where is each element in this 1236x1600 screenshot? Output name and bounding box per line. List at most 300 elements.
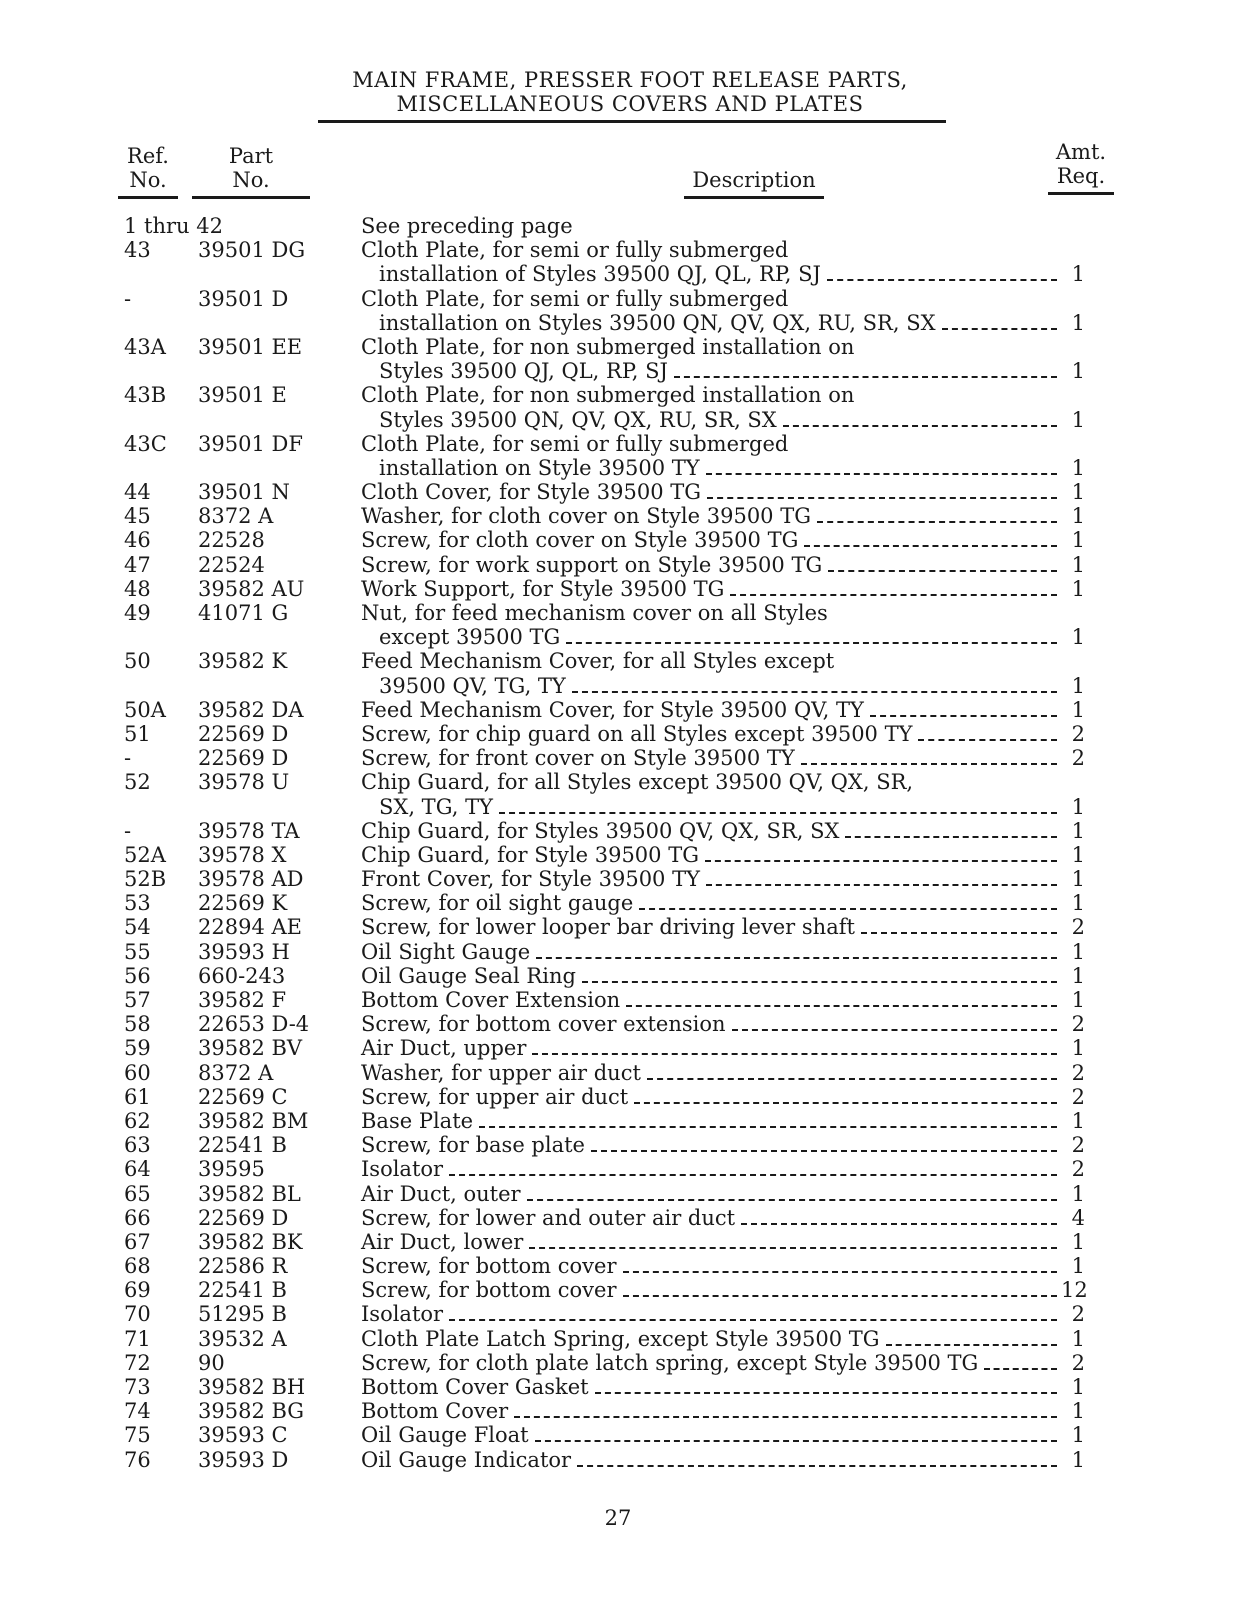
header-description-underline [684,196,824,199]
part-no: 41071 G [198,601,289,625]
amount-required: 1 [1071,818,1085,843]
description [361,335,1085,383]
leader-line [886,1344,1057,1346]
description-line: See preceding page [361,214,573,238]
description [361,480,1085,504]
table-row [0,238,1236,286]
part-no: 39582 BG [198,1399,305,1424]
description-text: Screw, for front cover on Style 39500 TY [361,746,795,771]
ref-no: 61 [124,1084,151,1109]
header-amt-line1: Amt. [1055,140,1107,164]
table-row [0,1061,1236,1085]
table-row [0,1423,1236,1447]
ref-no: 70 [124,1302,151,1327]
description [361,1230,1085,1254]
description-line [361,1448,1085,1472]
table-row [0,964,1236,988]
ref-no: 75 [124,1423,151,1448]
description-text: Styles 39500 QN, QV, QX, RU, SR, SX [379,407,777,432]
ref-no: 52A [124,842,166,867]
description-text: Air Duct, lower [361,1229,524,1254]
description-line [361,940,1085,964]
header-ref-no [118,144,178,199]
amount-required: 1 [1071,1447,1085,1472]
description [361,1448,1085,1472]
table-row [0,1302,1236,1326]
description [361,940,1085,964]
table-row [0,1109,1236,1133]
description-line [361,988,1085,1012]
description [361,1133,1085,1157]
description-line [361,1254,1085,1278]
part-no: 39501 DG [198,238,306,263]
amount-required: 1 [1071,842,1085,867]
part-no: 22541 B [198,1133,287,1158]
header-part-line2: No. [232,168,270,192]
description-text: Oil Gauge Seal Ring [361,963,576,988]
amount-required: 1 [1071,963,1085,988]
description [361,1423,1085,1447]
description [361,1109,1085,1133]
description-text: Screw, for cloth cover on Style 39500 TG [361,528,799,553]
amount-required: 1 [1071,1108,1085,1133]
description-line: Cloth Plate, for semi or fully submerged [361,431,789,456]
description-text: SX, TG, TY [379,794,493,819]
description [361,577,1085,601]
leader-line [499,812,1057,814]
description [361,1036,1085,1060]
ref-no: 59 [124,1036,151,1061]
ref-no: - [124,818,132,843]
description [361,988,1085,1012]
part-no: 39582 BV [198,1036,303,1061]
description-line: Cloth Plate, for non submerged installation on [361,383,855,408]
description-text: Chip Guard, for Style 39500 TG [361,842,699,867]
description-text: Washer, for cloth cover on Style 39500 TG [361,504,812,529]
part-no: 22524 [198,552,265,577]
table-row [0,819,1236,843]
ref-no: 73 [124,1375,151,1399]
description-line [361,408,1085,432]
table-row [0,1182,1236,1206]
description-line [361,867,1085,891]
description [361,915,1085,939]
ref-no: 72 [124,1350,151,1375]
leader-line [707,497,1057,499]
description-line [361,698,1085,722]
part-no: 22569 K [198,891,288,916]
amount-required: 2 [1071,1157,1085,1182]
ref-no: 65 [124,1181,151,1206]
amount-required: 1 [1071,504,1085,529]
description-text: Oil Sight Gauge [361,939,531,964]
table-row [0,1133,1236,1157]
leader-line [572,691,1057,693]
description-text: Air Duct, upper [361,1036,527,1061]
leader-line [942,328,1057,330]
description-line [361,1399,1085,1423]
description [361,770,1085,818]
leader-line [918,739,1057,741]
description [361,1399,1085,1423]
leader-line [705,860,1057,862]
leader-line [449,1319,1057,1321]
description-text: Styles 39500 QJ, QL, RP, SJ [379,359,668,384]
amount-required: 1 [1071,528,1085,553]
description-text: Oil Gauge Indicator [361,1447,572,1472]
part-no: 39582 DA [198,697,304,722]
part-no: 39595 [198,1157,265,1182]
description [361,383,1085,431]
amount-required: 1 [1071,1229,1085,1254]
ref-no: 43B [124,383,167,408]
table-row [0,722,1236,746]
description-line: Nut, for feed mechanism cover on all Styles [361,601,828,625]
description [361,746,1085,770]
header-description-label: Description [692,168,816,192]
table-row [0,601,1236,649]
leader-line [623,1271,1057,1273]
leader-line [577,1465,1057,1467]
description-text: Screw, for bottom cover extension [361,1012,726,1037]
part-no: 22569 C [198,1084,288,1109]
description-text: Feed Mechanism Cover, for Style 39500 QV, TY [361,697,864,722]
description [361,214,1085,238]
description [361,1157,1085,1181]
table-row [0,867,1236,891]
description-line [361,1278,1088,1303]
header-description [684,168,824,199]
part-no: 39532 A [198,1326,287,1351]
leader-line [828,570,1057,572]
description-text: Screw, for lower and outer air duct [361,1205,736,1230]
leader-line [535,1440,1057,1442]
ref-no: 67 [124,1229,151,1254]
description-line [361,1061,1085,1085]
description [361,601,1085,649]
description-text: Chip Guard, for Styles 39500 QV, QX, SR, SX [361,818,840,843]
part-no: 39501 E [198,383,287,408]
leader-line [449,1174,1057,1176]
ref-no: 43A [124,334,166,359]
leader-line [634,1102,1057,1104]
description [361,1327,1085,1351]
description [361,964,1085,988]
description-line: Cloth Plate, for semi or fully submerged [361,238,789,263]
part-no: 22569 D [198,1205,289,1230]
table-row [0,915,1236,939]
amount-required: 1 [1071,673,1085,698]
ref-no: 46 [124,528,151,553]
table-row [0,1012,1236,1036]
title-line-1: MAIN FRAME, PRESSER FOOT RELEASE PARTS, [352,68,908,92]
description [361,698,1085,722]
ref-no: 57 [124,988,151,1012]
amount-required: 1 [1071,697,1085,722]
amount-required: 1 [1071,455,1085,480]
description-line [361,722,1085,746]
part-no: 22894 AE [198,915,302,940]
description-text: Work Support, for Style 39500 TG [361,576,725,601]
leader-line [566,642,1057,644]
leader-line [870,715,1057,717]
description-line [361,915,1085,939]
ref-no: 43 [124,238,151,263]
table-row [0,480,1236,504]
description [361,843,1085,867]
table-row [0,988,1236,1012]
description-text: Screw, for lower looper bar driving lever shaft [361,915,855,940]
leader-line [674,376,1057,378]
description-line [361,891,1085,915]
description-line: Cloth Plate, for non submerged installation on [361,334,855,359]
header-part-line1: Part [228,144,274,168]
ref-no: 74 [124,1399,151,1424]
description-text: Oil Gauge Float [361,1423,529,1448]
ref-no: 69 [124,1278,151,1303]
description-line [361,819,1085,843]
amount-required: 2 [1071,915,1085,940]
amount-required: 1 [1071,1423,1085,1448]
header-ref-line1: Ref. [127,144,169,168]
header-amt-underline [1048,192,1114,195]
description-text: Cloth Plate Latch Spring, except Style 39500 TG [361,1326,880,1351]
description-text: Screw, for upper air duct [361,1084,629,1109]
description [361,819,1085,843]
description-line: Cloth Plate, for semi or fully submerged [361,286,789,311]
header-amt-line2: Req. [1056,164,1106,188]
leader-line [783,425,1057,427]
amount-required: 2 [1071,1012,1085,1037]
ref-no: 50A [124,697,166,722]
description [361,1182,1085,1206]
amount-required: 2 [1071,1302,1085,1327]
description [361,867,1085,891]
description [361,1351,1085,1375]
part-no: 51295 B [198,1302,287,1327]
ref-no: 68 [124,1254,151,1279]
amount-required: 1 [1071,625,1085,650]
amount-required: 1 [1071,552,1085,577]
ref-no: 48 [124,576,151,601]
leader-line [639,908,1057,910]
leader-line [804,545,1057,547]
leader-line [527,1199,1057,1201]
description [361,1012,1085,1036]
description-text: Isolator [361,1302,444,1327]
description [361,891,1085,915]
part-no: 39582 BH [198,1375,306,1399]
description-line [361,1206,1085,1230]
description [361,432,1085,480]
leader-line [623,1295,1057,1297]
description-line [361,625,1085,649]
leader-line [861,932,1057,934]
description-text: Screw, for bottom cover [361,1278,617,1303]
leader-line [529,1247,1057,1249]
part-no: 39582 K [198,649,288,674]
ref-no: 56 [124,963,151,988]
table-row [0,698,1236,722]
description-line [361,1109,1085,1133]
table-row [0,1375,1236,1399]
description-line [361,1133,1085,1157]
description-text: Screw, for bottom cover [361,1254,617,1279]
table-row [0,383,1236,431]
part-no: 39582 BK [198,1229,303,1254]
description-text: installation on Style 39500 TY [379,455,700,480]
amount-required: 1 [1071,310,1085,335]
ref-no: - [124,746,132,771]
description-line [361,674,1085,698]
description-line [361,843,1085,867]
description-line: Feed Mechanism Cover, for all Styles except [361,649,835,674]
description-line [361,1375,1085,1399]
part-no: 39593 H [198,939,290,964]
description [361,1302,1085,1326]
description-text: Isolator [361,1157,444,1182]
leader-line [741,1223,1057,1225]
amount-required: 1 [1071,867,1085,892]
ref-no: 44 [124,480,151,505]
description-line [361,1085,1085,1109]
title-underline [318,120,946,123]
table-row [0,1157,1236,1181]
header-part-no [192,144,310,199]
part-no: 39501 D [198,286,289,311]
page-number: 27 [604,1506,632,1530]
amount-required: 1 [1071,480,1085,505]
amount-required: 1 [1071,988,1085,1012]
description-line [361,1423,1085,1447]
part-no: 22653 D-4 [198,1012,310,1037]
leader-line [706,473,1057,475]
table-row [0,1278,1236,1302]
description-text: Front Cover, for Style 39500 TY [361,867,700,892]
description [361,649,1085,697]
leader-line [732,1029,1057,1031]
amount-required: 2 [1071,1133,1085,1158]
ref-no: 58 [124,1012,151,1037]
amount-required: 12 [1061,1278,1088,1303]
description-text: Screw, for cloth plate latch spring, except Style 39500 TG [361,1350,979,1375]
part-no: 39593 D [198,1447,289,1472]
table-row [0,1206,1236,1230]
ref-no: 47 [124,552,151,577]
ref-no: 76 [124,1447,151,1472]
description-line [361,553,1085,577]
description [361,1061,1085,1085]
table-row [0,649,1236,697]
ref-no: 52B [124,867,167,892]
description-text: Bottom Cover Extension [361,988,621,1012]
table-row [0,746,1236,770]
ref-no: 66 [124,1205,151,1230]
ref-no: 55 [124,939,151,964]
title-line-2: MISCELLANEOUS COVERS AND PLATES [396,92,864,116]
amount-required: 1 [1071,794,1085,819]
table-row [0,891,1236,915]
ref-no: 51 [124,721,151,746]
table-row [0,843,1236,867]
table-row [0,1448,1236,1472]
leader-line [730,594,1057,596]
description-text: Air Duct, outer [361,1181,521,1206]
amount-required: 1 [1071,576,1085,601]
description [361,287,1085,335]
amount-required: 1 [1071,1181,1085,1206]
amount-required: 1 [1071,407,1085,432]
part-no: 22569 D [198,721,289,746]
leader-line [479,1126,1057,1128]
amount-required: 1 [1071,1036,1085,1061]
description-line [361,480,1085,504]
part-no: 39582 BM [198,1108,309,1133]
table-row [0,770,1236,818]
amount-required: 2 [1071,1084,1085,1109]
part-no: 22569 D [198,746,289,771]
description-line [361,359,1085,383]
amount-required: 2 [1071,746,1085,771]
description-line [361,262,1085,286]
description-text: Screw, for oil sight gauge [361,891,634,916]
table-row [0,553,1236,577]
leader-line [817,521,1057,523]
leader-line [827,279,1057,281]
leader-line [582,981,1057,983]
part-no: 22541 B [198,1278,287,1303]
part-no: 39582 F [198,988,287,1012]
description-line: Chip Guard, for all Styles except 39500 QV, QX, SR, [361,770,914,795]
table-row [0,504,1236,528]
part-no: 22528 [198,528,265,553]
ref-no: 71 [124,1326,151,1351]
amount-required: 1 [1071,1254,1085,1279]
parts-list [0,214,1236,1472]
part-no: 39582 AU [198,576,305,601]
description [361,1206,1085,1230]
ref-no: 63 [124,1133,151,1158]
table-row [0,1399,1236,1423]
ref-no: 50 [124,649,151,674]
ref-no: 52 [124,770,151,795]
table-row [0,1327,1236,1351]
leader-line [532,1053,1057,1055]
description-line [361,1182,1085,1206]
description-line [361,1302,1085,1326]
description-text: Screw, for base plate [361,1133,585,1158]
table-row [0,1254,1236,1278]
description-line [361,504,1085,528]
ref-no: 54 [124,915,151,940]
amount-required: 1 [1071,891,1085,916]
table-row [0,577,1236,601]
part-no: 8372 A [198,504,274,529]
table-row [0,335,1236,383]
amount-required: 2 [1071,1060,1085,1085]
table-row [0,287,1236,335]
description-line [361,1327,1085,1351]
amount-required: 2 [1071,1350,1085,1375]
description-line [361,964,1085,988]
description-text: Base Plate [361,1108,474,1133]
leader-line [514,1416,1057,1418]
leader-line [845,836,1057,838]
part-no: 39578 TA [198,818,300,843]
description [361,1278,1088,1303]
header-amt-req [1048,140,1114,195]
description-text: Washer, for upper air duct [361,1060,641,1085]
